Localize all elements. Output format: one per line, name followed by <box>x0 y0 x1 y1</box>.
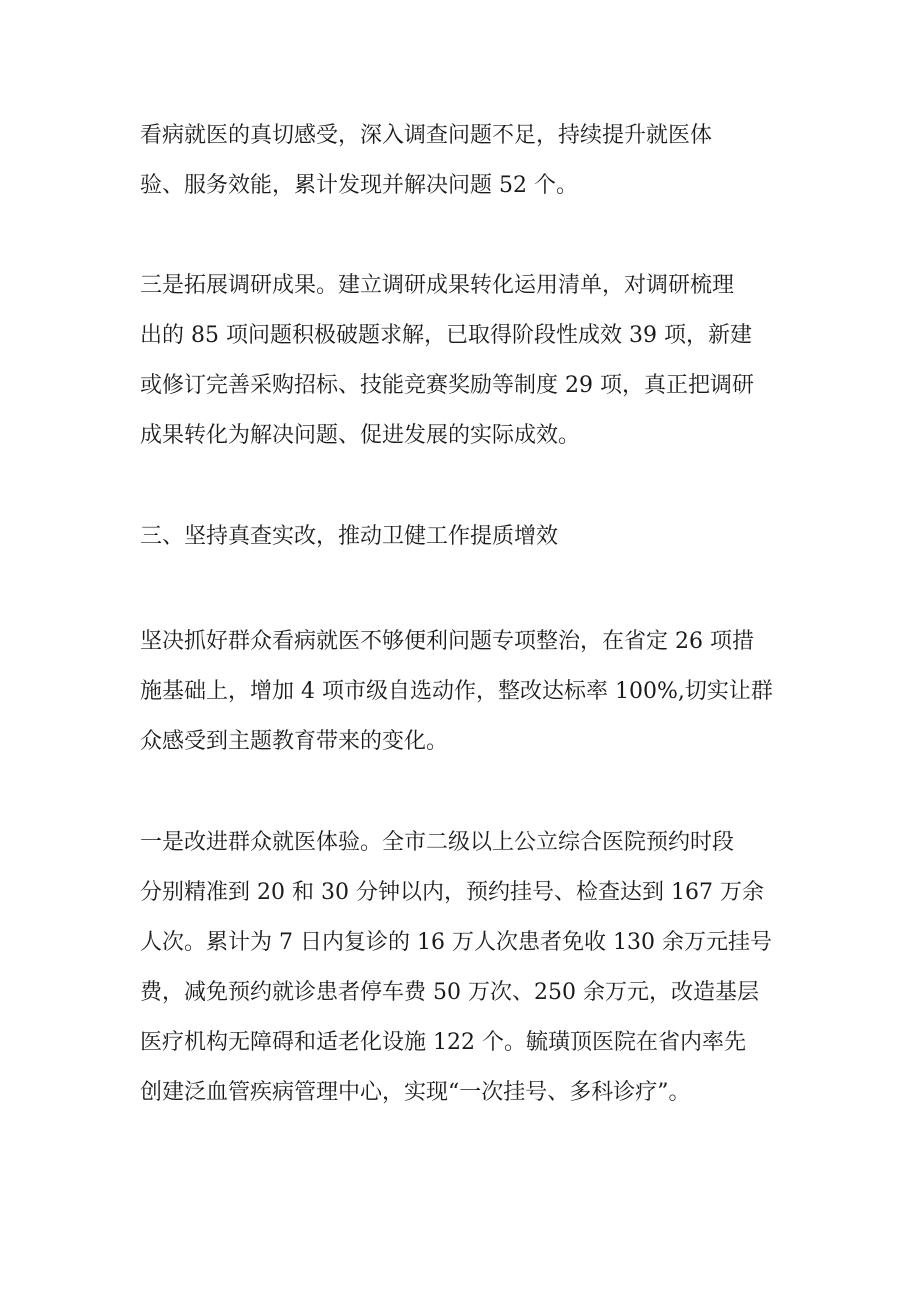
paragraph-rectification <box>140 617 790 767</box>
text-line: 看病就医的真切感受，深入调查问题不足，持续提升就医体 <box>140 123 713 148</box>
paragraph-medical-experience <box>140 818 790 1118</box>
text-line: 或修订完善采购招标、技能竞赛奖励等制度 29 项，真正把调研 <box>140 373 754 398</box>
section-heading <box>140 512 790 562</box>
text-line: 费，减免预约就诊患者停车费 50 万次、250 余万元，改造基层 <box>140 980 759 1005</box>
heading-line: 三、坚持真查实改，推动卫健工作提质增效 <box>140 524 559 549</box>
text-line: 验、服务效能，累计发现并解决问题 52 个。 <box>140 173 578 198</box>
text-line: 三是拓展调研成果。建立调研成果转化运用清单，对调研梳理 <box>140 273 735 298</box>
text-line: 出的 85 项问题积极破题求解，已取得阶段性成效 39 项，新建 <box>140 323 752 348</box>
text-line: 人次。累计为 7 日内复诊的 16 万人次患者免收 130 余万元挂号 <box>140 930 772 955</box>
text-line: 众感受到主题教育带来的变化。 <box>140 729 449 754</box>
text-line: 分别精准到 20 和 30 分钟以内，预约挂号、检查达到 167 万余 <box>140 880 764 905</box>
paragraph-research-results <box>140 261 790 461</box>
text-line: 创建泛血管疾病管理中心，实现“一次挂号、多科诊疗”。 <box>140 1080 691 1105</box>
text-line: 坚决抓好群众看病就医不够便利问题专项整治，在省定 26 项措 <box>140 629 754 654</box>
paragraph-intro-continuation <box>140 111 790 211</box>
text-line: 医疗机构无障碍和适老化设施 122 个。毓璜顶医院在省内率先 <box>140 1030 746 1055</box>
text-line: 成果转化为解决问题、促进发展的实际成效。 <box>140 423 581 448</box>
text-line: 一是改进群众就医体验。全市二级以上公立综合医院预约时段 <box>140 830 735 855</box>
text-line: 施基础上，增加 4 项市级自选动作，整改达标率 100%,切实让群 <box>140 679 773 704</box>
